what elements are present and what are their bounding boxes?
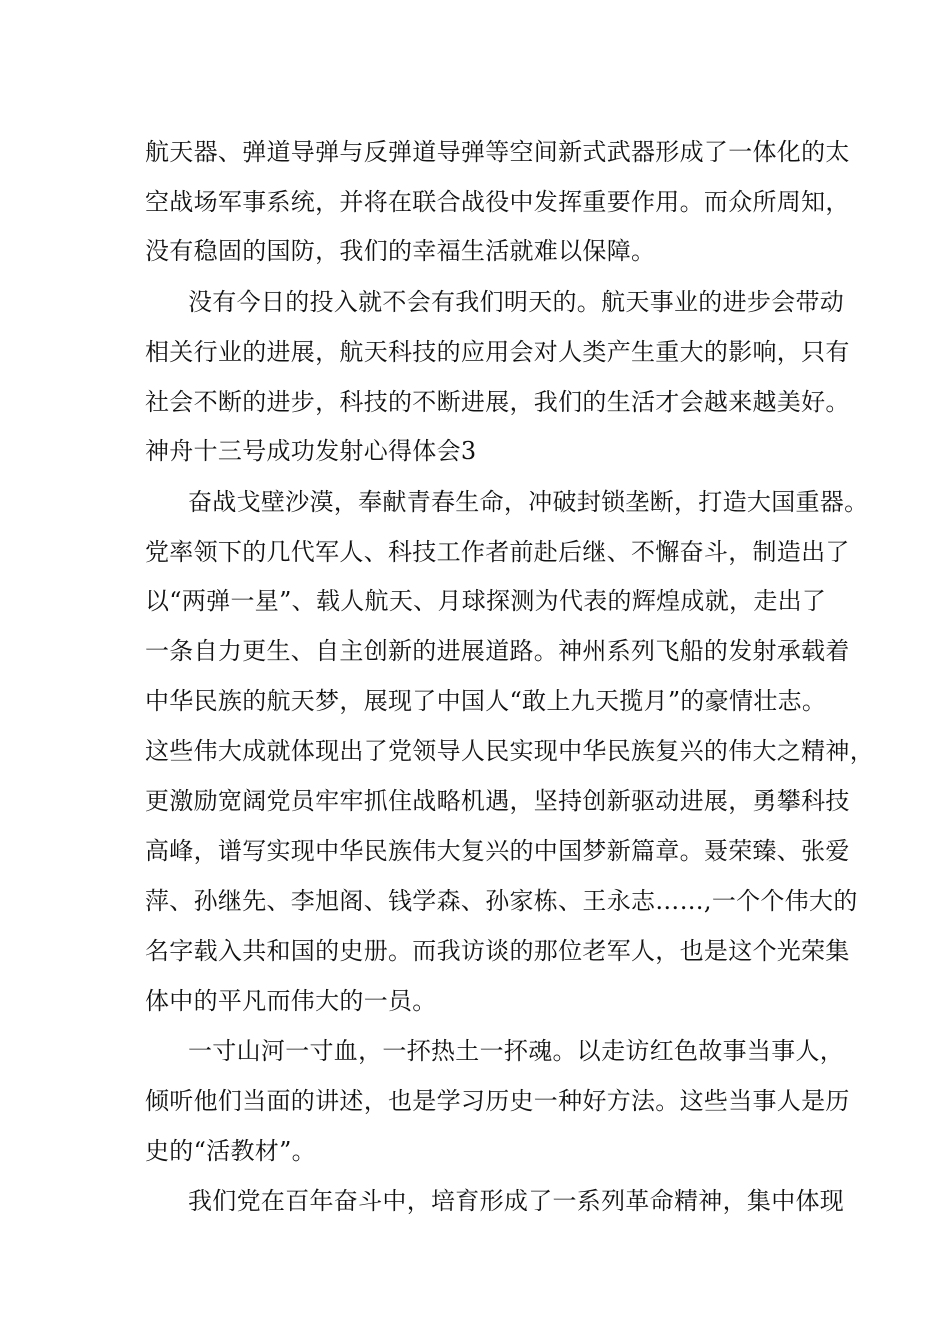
text-line: 名字载入共和国的史册。而我访谈的那位老军人，也是这个光荣集 bbox=[145, 937, 850, 965]
text-line: 空战场军事系统，并将在联合战役中发挥重要作用。而众所周知， bbox=[145, 188, 850, 216]
paragraph-first-line: 没有今日的投入就不会有我们明天的。航天事业的进步会带动 bbox=[188, 288, 845, 316]
text-line: 社会不断的进步，科技的不断进展，我们的生活才会越来越美好。 bbox=[145, 388, 850, 416]
paragraph-first-line: 奋战戈壁沙漠，奉献青春生命，冲破封锁垄断，打造大国重器。 bbox=[188, 488, 869, 516]
text-line: 高峰，谱写实现中华民族伟大复兴的中国梦新篇章。聂荣臻、张爱 bbox=[145, 837, 850, 865]
text-line: 一条自力更生、自主创新的进展道路。神州系列飞船的发射承载着 bbox=[145, 637, 850, 665]
text-line: 更激励宽阔党员牢牢抓住战略机遇，坚持创新驱动进展，勇攀科技 bbox=[145, 787, 850, 815]
section-heading: 神舟十三号成功发射心得体会3 bbox=[145, 437, 477, 465]
text-line: 以“两弹一星”、载人航天、月球探测为代表的辉煌成就，走出了 bbox=[145, 587, 827, 615]
paragraph-first-line: 一寸山河一寸血，一抔热土一抔魂。以走访红色故事当事人， bbox=[188, 1037, 845, 1065]
text-line: 史的“活教材”。 bbox=[145, 1137, 316, 1165]
text-line: 党率领下的几代军人、科技工作者前赴后继、不懈奋斗，制造出了 bbox=[145, 538, 850, 566]
text-line: 航天器、弹道导弹与反弹道导弹等空间新式武器形成了一体化的太 bbox=[145, 138, 850, 166]
text-line: 中华民族的航天梦，展现了中国人“敢上九天揽月”的豪情壮志。 bbox=[145, 687, 827, 715]
text-line: 没有稳固的国防，我们的幸福生活就难以保障。 bbox=[145, 237, 656, 265]
text-line: 萍、孙继先、李旭阁、钱学森、孙家栋、王永志……,一个个伟大的 bbox=[145, 887, 858, 915]
text-line: 体中的平凡而伟大的一员。 bbox=[145, 987, 437, 1015]
text-line: 倾听他们当面的讲述，也是学习历史一种好方法。这些当事人是历 bbox=[145, 1087, 850, 1115]
text-line: 这些伟大成就体现出了党领导人民实现中华民族复兴的伟大之精神， bbox=[145, 737, 874, 765]
paragraph-first-line: 我们党在百年奋斗中，培育形成了一系列革命精神，集中体现 bbox=[188, 1187, 845, 1215]
text-line: 相关行业的进展，航天科技的应用会对人类产生重大的影响，只有 bbox=[145, 338, 850, 366]
